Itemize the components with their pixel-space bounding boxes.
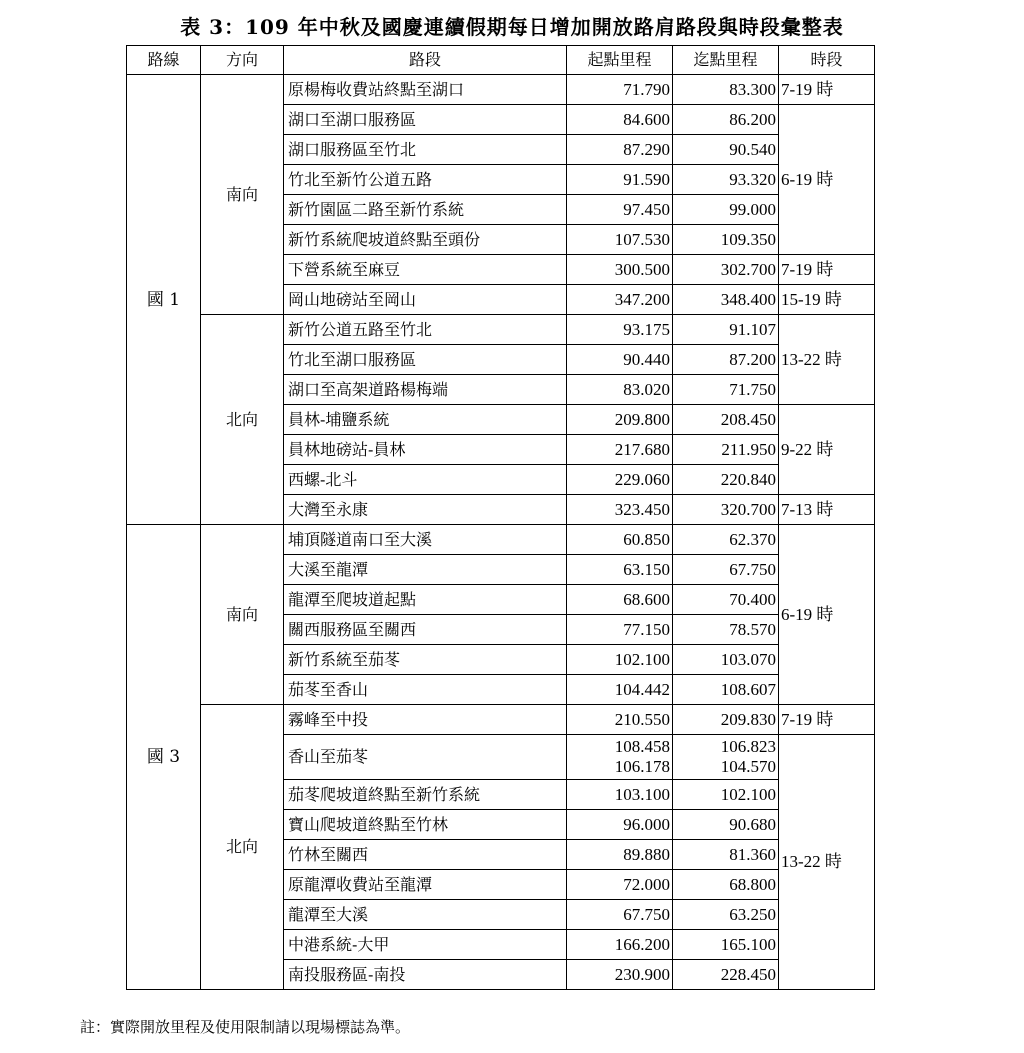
end-km-cell bbox=[673, 735, 779, 780]
start-km-cell: 166.200 bbox=[567, 930, 673, 960]
start-km-cell: 71.790 bbox=[567, 75, 673, 105]
start-km-cell: 103.100 bbox=[567, 780, 673, 810]
shoulder-opening-table bbox=[126, 45, 875, 990]
segment-cell: 龍潭至爬坡道起點 bbox=[284, 585, 567, 615]
segment-cell: 員林地磅站-員林 bbox=[284, 435, 567, 465]
segment-cell: 關西服務區至關西 bbox=[284, 615, 567, 645]
footnote: 註：實際開放里程及使用限制請以現場標誌為準。 bbox=[80, 1018, 411, 1036]
start-km-cell: 104.442 bbox=[567, 675, 673, 705]
segment-cell: 岡山地磅站至岡山 bbox=[284, 285, 567, 315]
table-row bbox=[127, 75, 875, 105]
end-km-cell: 78.570 bbox=[673, 615, 779, 645]
direction-cell: 南向 bbox=[201, 525, 284, 705]
end-km-cell: 211.950 bbox=[673, 435, 779, 465]
segment-cell: 竹林至關西 bbox=[284, 840, 567, 870]
start-km-cell bbox=[567, 735, 673, 780]
end-km-cell: 90.680 bbox=[673, 810, 779, 840]
start-km-cell: 230.900 bbox=[567, 960, 673, 990]
end-km-cell: 86.200 bbox=[673, 105, 779, 135]
start-km-cell: 77.150 bbox=[567, 615, 673, 645]
time-cell: 7-13 時 bbox=[779, 495, 875, 525]
end-km-cell: 165.100 bbox=[673, 930, 779, 960]
start-km-line: 108.458 bbox=[614, 737, 670, 756]
segment-cell: 下營系統至麻豆 bbox=[284, 255, 567, 285]
end-km-cell: 228.450 bbox=[673, 960, 779, 990]
segment-cell: 中港系統-大甲 bbox=[284, 930, 567, 960]
header-end-km: 迄點里程 bbox=[673, 46, 779, 75]
start-km-cell: 93.175 bbox=[567, 315, 673, 345]
segment-cell: 西螺-北斗 bbox=[284, 465, 567, 495]
end-km-cell: 63.250 bbox=[673, 900, 779, 930]
segment-cell: 大溪至龍潭 bbox=[284, 555, 567, 585]
header-time: 時段 bbox=[779, 46, 875, 75]
start-km-cell: 90.440 bbox=[567, 345, 673, 375]
time-cell: 7-19 時 bbox=[779, 255, 875, 285]
start-km-cell: 67.750 bbox=[567, 900, 673, 930]
start-km-cell: 107.530 bbox=[567, 225, 673, 255]
end-km-line: 106.823 bbox=[720, 737, 776, 756]
end-km-cell: 93.320 bbox=[673, 165, 779, 195]
route-cell: 國 3 bbox=[127, 525, 201, 990]
segment-cell: 南投服務區-南投 bbox=[284, 960, 567, 990]
end-km-cell: 70.400 bbox=[673, 585, 779, 615]
end-km-cell: 90.540 bbox=[673, 135, 779, 165]
start-km-cell: 96.000 bbox=[567, 810, 673, 840]
end-km-cell: 67.750 bbox=[673, 555, 779, 585]
header-segment: 路段 bbox=[284, 46, 567, 75]
segment-cell: 新竹系統爬坡道終點至頭份 bbox=[284, 225, 567, 255]
segment-cell: 新竹公道五路至竹北 bbox=[284, 315, 567, 345]
time-cell: 9-22 時 bbox=[779, 405, 875, 495]
start-km-cell: 87.290 bbox=[567, 135, 673, 165]
start-km-cell: 209.800 bbox=[567, 405, 673, 435]
start-km-cell: 300.500 bbox=[567, 255, 673, 285]
segment-cell: 香山至茄苳 bbox=[284, 735, 567, 780]
end-km-cell: 108.607 bbox=[673, 675, 779, 705]
start-km-cell: 63.150 bbox=[567, 555, 673, 585]
segment-cell: 湖口至湖口服務區 bbox=[284, 105, 567, 135]
start-km-cell: 102.100 bbox=[567, 645, 673, 675]
start-km-cell: 91.590 bbox=[567, 165, 673, 195]
segment-cell: 龍潭至大溪 bbox=[284, 900, 567, 930]
end-km-cell: 87.200 bbox=[673, 345, 779, 375]
time-cell: 13-22 時 bbox=[779, 735, 875, 990]
table-row bbox=[127, 525, 875, 555]
start-km-cell: 217.680 bbox=[567, 435, 673, 465]
segment-cell: 湖口至高架道路楊梅端 bbox=[284, 375, 567, 405]
table-row bbox=[127, 315, 875, 345]
start-km-cell: 60.850 bbox=[567, 525, 673, 555]
end-km-line: 104.570 bbox=[720, 757, 776, 776]
segment-cell: 茄苳至香山 bbox=[284, 675, 567, 705]
end-km-cell: 71.750 bbox=[673, 375, 779, 405]
table-header-row bbox=[127, 46, 875, 75]
end-km-cell: 68.800 bbox=[673, 870, 779, 900]
end-km-cell: 103.070 bbox=[673, 645, 779, 675]
segment-cell: 新竹系統至茄苳 bbox=[284, 645, 567, 675]
end-km-cell: 102.100 bbox=[673, 780, 779, 810]
segment-cell: 茄苳爬坡道終點至新竹系統 bbox=[284, 780, 567, 810]
start-km-cell: 83.020 bbox=[567, 375, 673, 405]
start-km-cell: 89.880 bbox=[567, 840, 673, 870]
end-km-cell: 83.300 bbox=[673, 75, 779, 105]
start-km-cell: 323.450 bbox=[567, 495, 673, 525]
end-km-cell: 62.370 bbox=[673, 525, 779, 555]
end-km-cell: 81.360 bbox=[673, 840, 779, 870]
direction-cell: 北向 bbox=[201, 705, 284, 990]
segment-cell: 原楊梅收費站終點至湖口 bbox=[284, 75, 567, 105]
end-km-cell: 109.350 bbox=[673, 225, 779, 255]
time-cell: 6-19 時 bbox=[779, 525, 875, 705]
time-cell: 7-19 時 bbox=[779, 705, 875, 735]
start-km-cell: 210.550 bbox=[567, 705, 673, 735]
end-km-cell: 320.700 bbox=[673, 495, 779, 525]
segment-cell: 大灣至永康 bbox=[284, 495, 567, 525]
start-km-cell: 72.000 bbox=[567, 870, 673, 900]
segment-cell: 埔頂隧道南口至大溪 bbox=[284, 525, 567, 555]
segment-cell: 霧峰至中投 bbox=[284, 705, 567, 735]
header-direction: 方向 bbox=[201, 46, 284, 75]
start-km-cell: 229.060 bbox=[567, 465, 673, 495]
end-km-cell: 99.000 bbox=[673, 195, 779, 225]
header-start-km: 起點里程 bbox=[567, 46, 673, 75]
end-km-cell: 220.840 bbox=[673, 465, 779, 495]
start-km-cell: 84.600 bbox=[567, 105, 673, 135]
end-km-cell: 302.700 bbox=[673, 255, 779, 285]
direction-cell: 南向 bbox=[201, 75, 284, 315]
end-km-cell: 208.450 bbox=[673, 405, 779, 435]
segment-cell: 員林-埔鹽系統 bbox=[284, 405, 567, 435]
time-cell: 6-19 時 bbox=[779, 105, 875, 255]
start-km-line: 106.178 bbox=[614, 757, 670, 776]
start-km-cell: 97.450 bbox=[567, 195, 673, 225]
segment-cell: 原龍潭收費站至龍潭 bbox=[284, 870, 567, 900]
table-row bbox=[127, 705, 875, 735]
direction-cell: 北向 bbox=[201, 315, 284, 525]
start-km-cell: 347.200 bbox=[567, 285, 673, 315]
segment-cell: 竹北至新竹公道五路 bbox=[284, 165, 567, 195]
document-title: 表 3：109 年中秋及國慶連續假期每日增加開放路肩路段與時段彙整表 bbox=[180, 15, 844, 39]
route-cell: 國 1 bbox=[127, 75, 201, 525]
time-cell: 7-19 時 bbox=[779, 75, 875, 105]
end-km-cell: 348.400 bbox=[673, 285, 779, 315]
end-km-cell: 91.107 bbox=[673, 315, 779, 345]
time-cell: 15-19 時 bbox=[779, 285, 875, 315]
end-km-cell: 209.830 bbox=[673, 705, 779, 735]
segment-cell: 湖口服務區至竹北 bbox=[284, 135, 567, 165]
segment-cell: 竹北至湖口服務區 bbox=[284, 345, 567, 375]
header-route: 路線 bbox=[127, 46, 201, 75]
segment-cell: 寶山爬坡道終點至竹林 bbox=[284, 810, 567, 840]
start-km-cell: 68.600 bbox=[567, 585, 673, 615]
segment-cell: 新竹園區二路至新竹系統 bbox=[284, 195, 567, 225]
time-cell: 13-22 時 bbox=[779, 315, 875, 405]
